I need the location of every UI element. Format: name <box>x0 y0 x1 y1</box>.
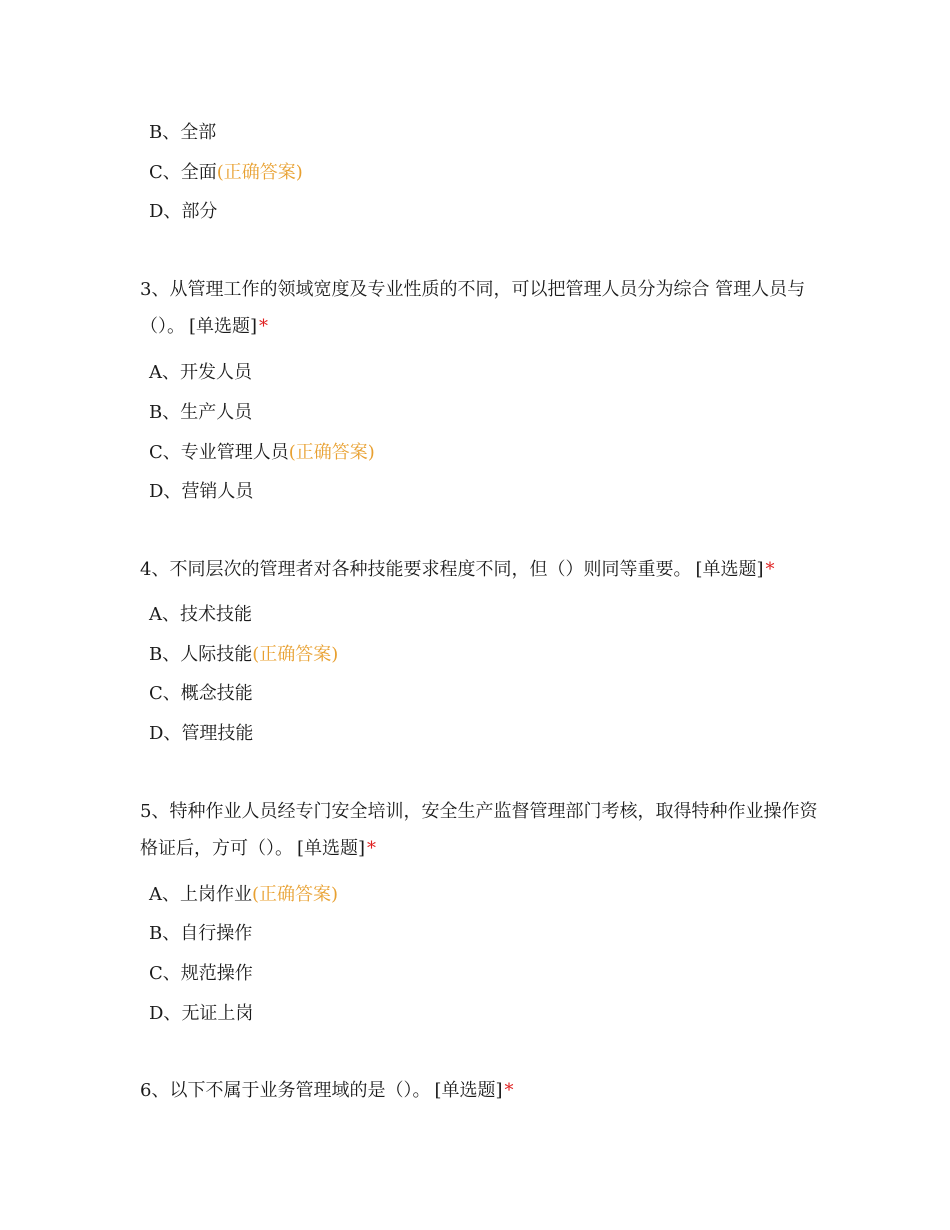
required-mark: * <box>504 1080 514 1101</box>
option-letter: A、 <box>149 884 180 905</box>
option-item[interactable] <box>149 722 253 746</box>
option-letter: D、 <box>149 201 182 222</box>
option-letter: B、 <box>149 644 181 665</box>
option-letter: A、 <box>149 362 180 383</box>
question-text: 以下不属于业务管理域的是（）。 <box>169 1080 431 1101</box>
option-text: 全部 <box>180 122 217 143</box>
question-number: 4、 <box>140 559 170 580</box>
option-letter: C、 <box>149 683 181 704</box>
option-item[interactable] <box>149 883 338 907</box>
option-item[interactable] <box>149 161 303 185</box>
option-text: 人际技能 <box>180 644 253 665</box>
option-item[interactable] <box>149 480 253 504</box>
option-text: 管理技能 <box>181 723 254 744</box>
option-text: 技术技能 <box>180 604 252 625</box>
question-number: 3、 <box>140 279 170 300</box>
question-title <box>140 1072 820 1109</box>
question-type: [单选题] <box>434 1080 503 1101</box>
option-item[interactable] <box>149 361 252 385</box>
option-item[interactable] <box>149 441 375 465</box>
option-item[interactable] <box>149 401 252 425</box>
option-item[interactable] <box>149 643 338 667</box>
question-text: 特种作业人员经专门安全培训，安全生产监督管理部门考核，取得特种作业操作资格证后，方可（）。 <box>140 801 818 859</box>
option-letter: A、 <box>149 604 180 625</box>
option-letter: C、 <box>149 162 181 183</box>
correct-answer-label: (正确答案) <box>252 644 339 665</box>
option-letter: B、 <box>149 122 181 143</box>
option-item[interactable] <box>149 922 252 946</box>
option-text: 专业管理人员 <box>180 442 289 463</box>
required-mark: * <box>367 838 377 859</box>
correct-answer-label: (正确答案) <box>288 442 375 463</box>
option-letter: D、 <box>149 481 182 502</box>
question-type: [单选题] <box>695 559 764 580</box>
option-text: 上岗作业 <box>180 884 252 905</box>
question-title <box>140 271 820 345</box>
option-item[interactable] <box>149 121 216 145</box>
question-number: 6、 <box>140 1080 170 1101</box>
option-item[interactable] <box>149 603 252 627</box>
question-4 <box>140 551 820 588</box>
option-text: 自行操作 <box>180 923 253 944</box>
option-text: 部分 <box>181 201 218 222</box>
option-letter: B、 <box>149 402 181 423</box>
required-mark: * <box>259 316 269 337</box>
question-number: 5、 <box>140 801 170 822</box>
option-letter: D、 <box>149 723 182 744</box>
correct-answer-label: (正确答案) <box>252 884 339 905</box>
option-letter: D、 <box>149 1003 182 1024</box>
option-letter: C、 <box>149 442 181 463</box>
option-item[interactable] <box>149 962 253 986</box>
option-item[interactable] <box>149 1002 253 1026</box>
question-6 <box>140 1072 820 1109</box>
question-type: [单选题] <box>189 316 258 337</box>
option-text: 无证上岗 <box>181 1003 254 1024</box>
required-mark: * <box>765 559 775 580</box>
option-text: 营销人员 <box>181 481 254 502</box>
option-item[interactable] <box>149 682 253 706</box>
question-text: 从管理工作的领域宽度及专业性质的不同，可以把管理人员分为综合 管理人员与（）。 <box>140 279 806 337</box>
option-text: 规范操作 <box>180 963 253 984</box>
question-text: 不同层次的管理者对各种技能要求程度不同，但（）则同等重要。 <box>169 559 692 580</box>
question-title <box>140 793 820 867</box>
question-title <box>140 551 820 588</box>
option-letter: C、 <box>149 963 181 984</box>
question-3 <box>140 271 820 345</box>
option-text: 全面 <box>180 162 217 183</box>
option-text: 概念技能 <box>180 683 253 704</box>
option-text: 生产人员 <box>180 402 253 423</box>
question-type: [单选题] <box>297 838 366 859</box>
option-letter: B、 <box>149 923 181 944</box>
option-item[interactable] <box>149 200 217 224</box>
correct-answer-label: (正确答案) <box>216 162 303 183</box>
question-5 <box>140 793 820 867</box>
option-text: 开发人员 <box>180 362 252 383</box>
